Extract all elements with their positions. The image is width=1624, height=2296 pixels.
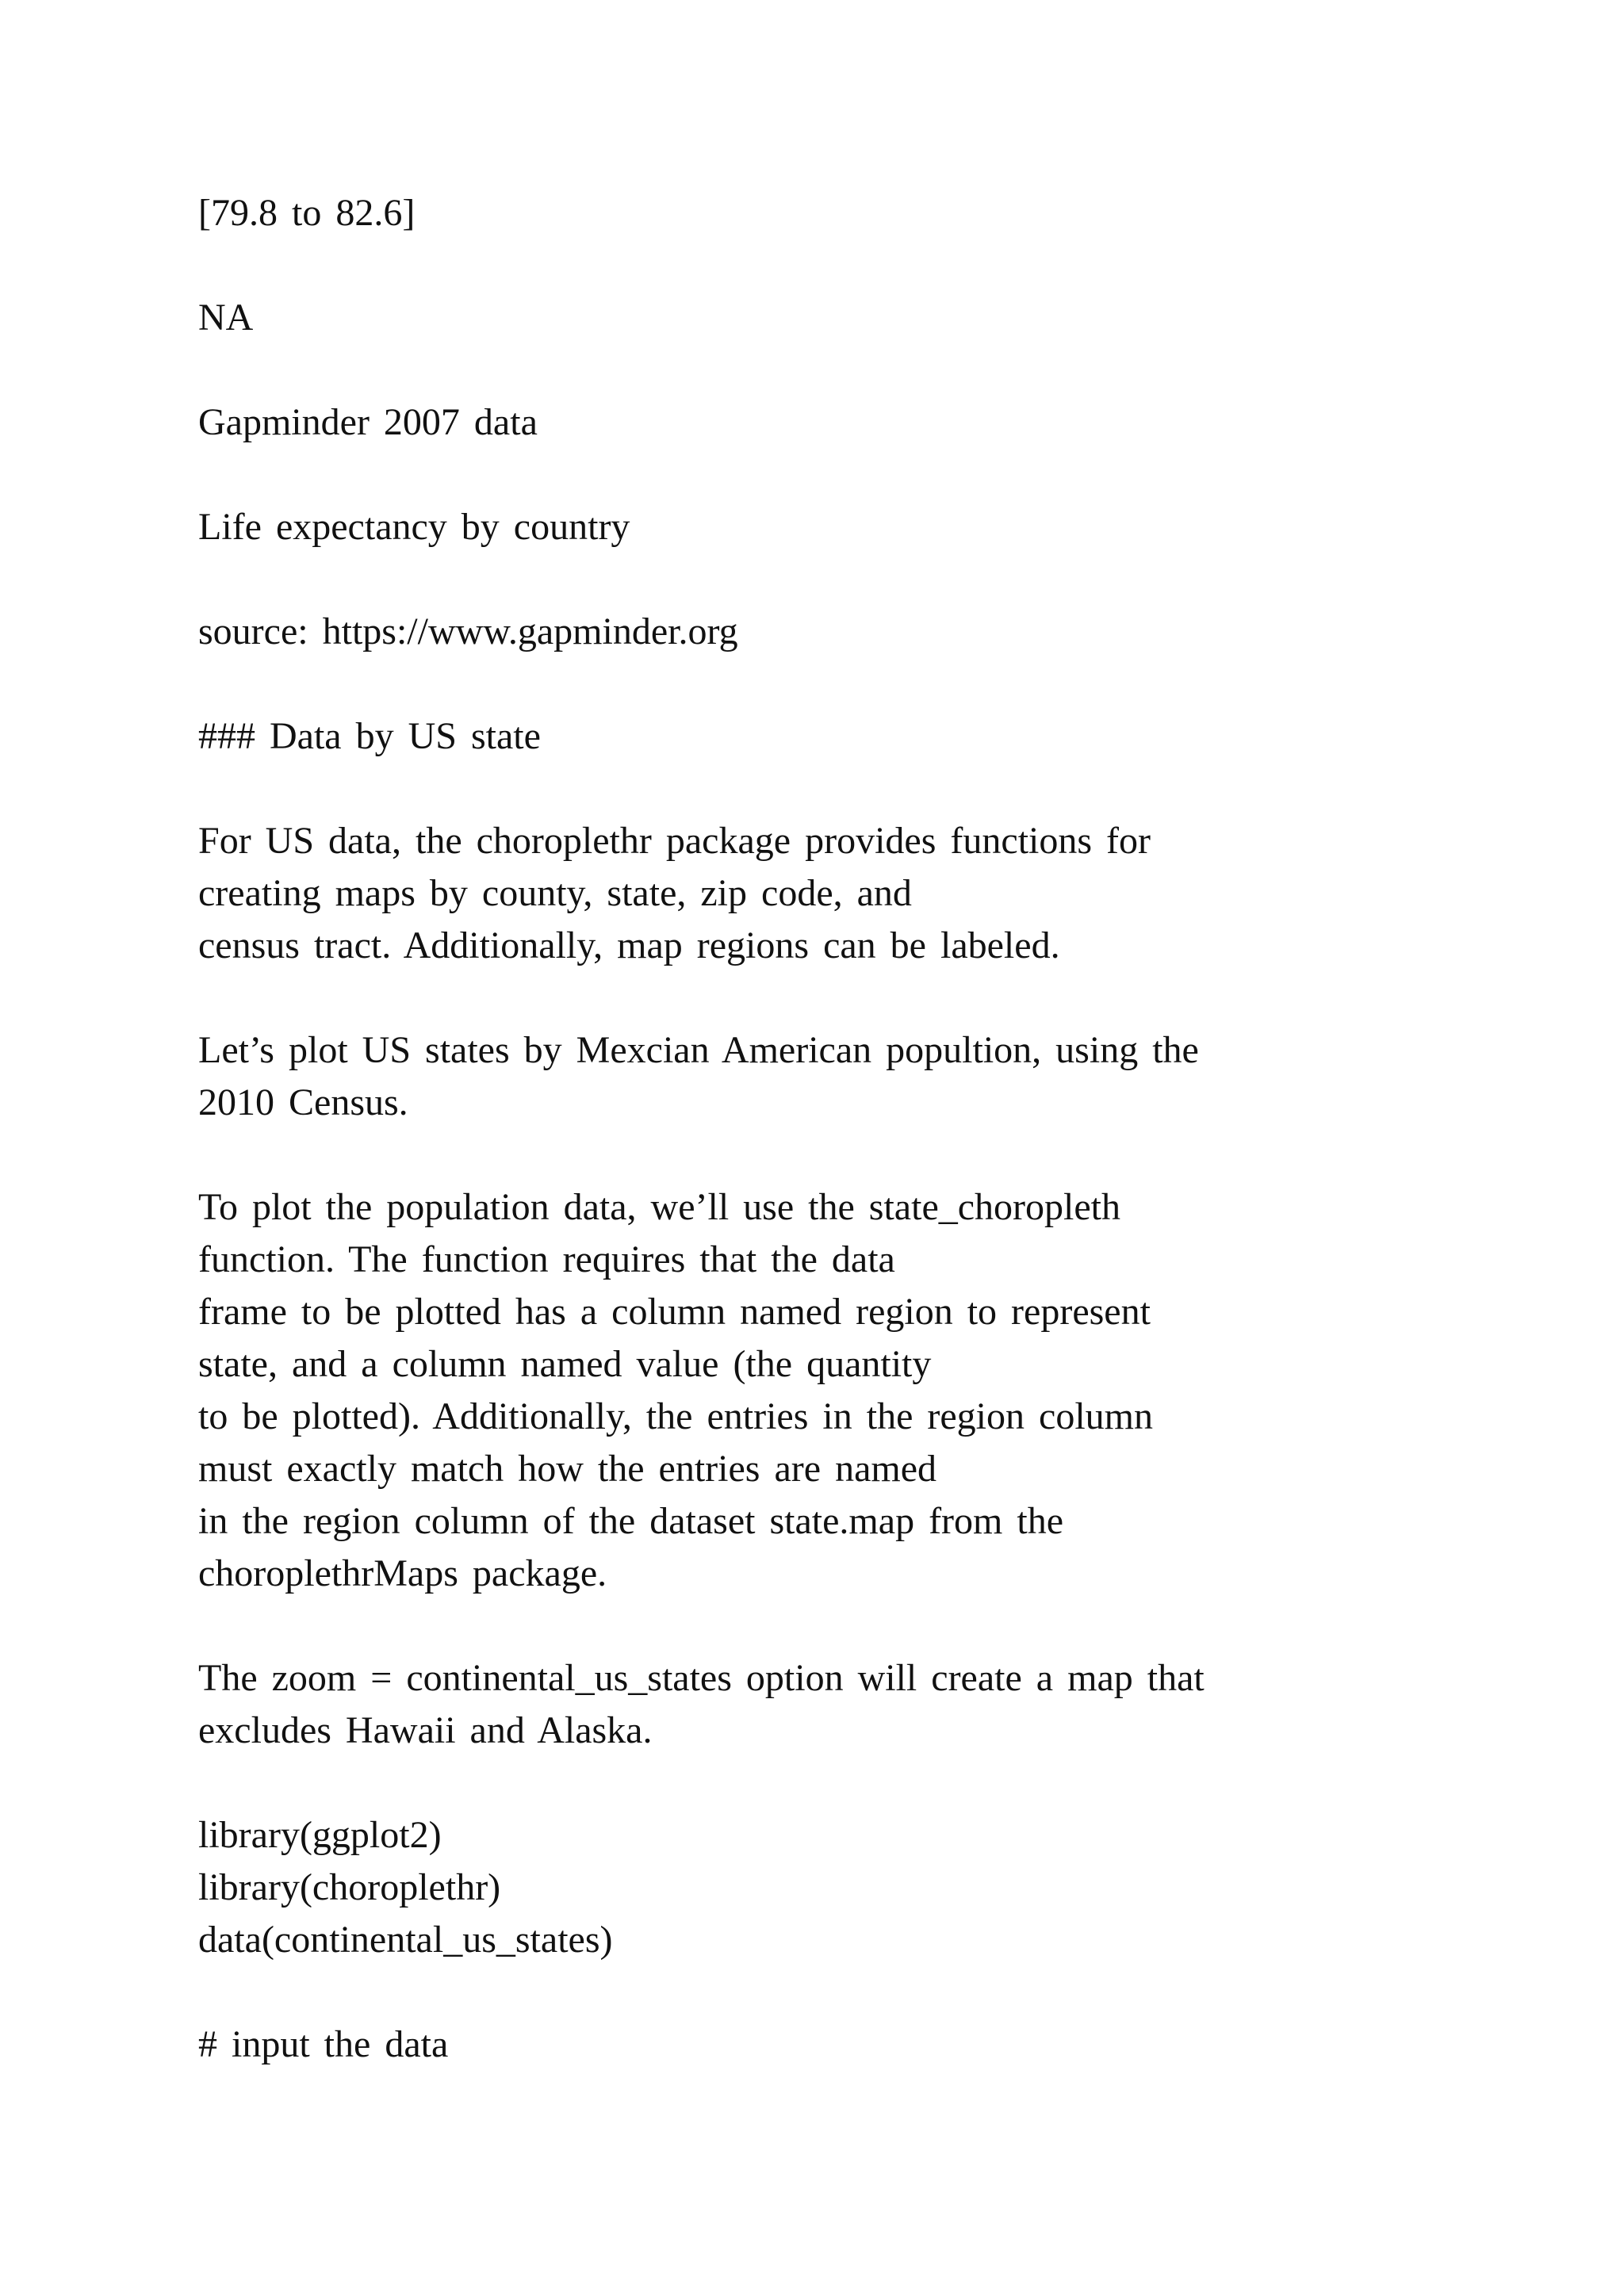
paragraph-line: To plot the population data, we’ll use the state_choropleth xyxy=(198,1186,1121,1228)
paragraph-line: state, and a column named value (the quantity xyxy=(198,1343,932,1385)
paragraph-line: to be plotted). Additionally, the entries in the region column xyxy=(198,1395,1153,1437)
map-title-text: Gapminder 2007 data xyxy=(198,401,538,443)
paragraph-line: in the region column of the dataset state.map from the xyxy=(198,1500,1064,1542)
section-heading: ### Data by US state xyxy=(198,715,541,757)
legend-na-text: NA xyxy=(198,297,254,339)
code-line: library(choroplethr) xyxy=(198,1866,501,1908)
paragraph-line: 2010 Census. xyxy=(198,1081,408,1123)
paragraph-line: function. The function requires that the data xyxy=(198,1238,895,1280)
paragraph-line: choroplethrMaps package. xyxy=(198,1552,607,1594)
paragraph-line: excludes Hawaii and Alaska. xyxy=(198,1709,653,1751)
paragraph-line: must exactly match how the entries are named xyxy=(198,1448,937,1490)
paragraph-line: Let’s plot US states by Mexcian American popultion, using the xyxy=(198,1029,1199,1071)
map-subtitle-text: Life expectancy by country xyxy=(198,506,630,548)
code-comment-line: # input the data xyxy=(198,2023,449,2065)
paragraph-line: census tract. Additionally, map regions can be labeled. xyxy=(198,924,1060,966)
paragraph-line: frame to be plotted has a column named region to represent xyxy=(198,1291,1151,1333)
paragraph-line: creating maps by county, state, zip code, and xyxy=(198,872,912,914)
paragraph-line: The zoom = continental_us_states option will create a map that xyxy=(198,1657,1205,1699)
code-line: library(ggplot2) xyxy=(198,1814,442,1856)
code-line: data(continental_us_states) xyxy=(198,1919,613,1961)
map-caption-text: source: https://www.gapminder.org xyxy=(198,610,738,652)
paragraph-line: For US data, the choroplethr package provides functions for xyxy=(198,820,1151,862)
legend-range-text: [79.8 to 82.6] xyxy=(198,192,416,234)
